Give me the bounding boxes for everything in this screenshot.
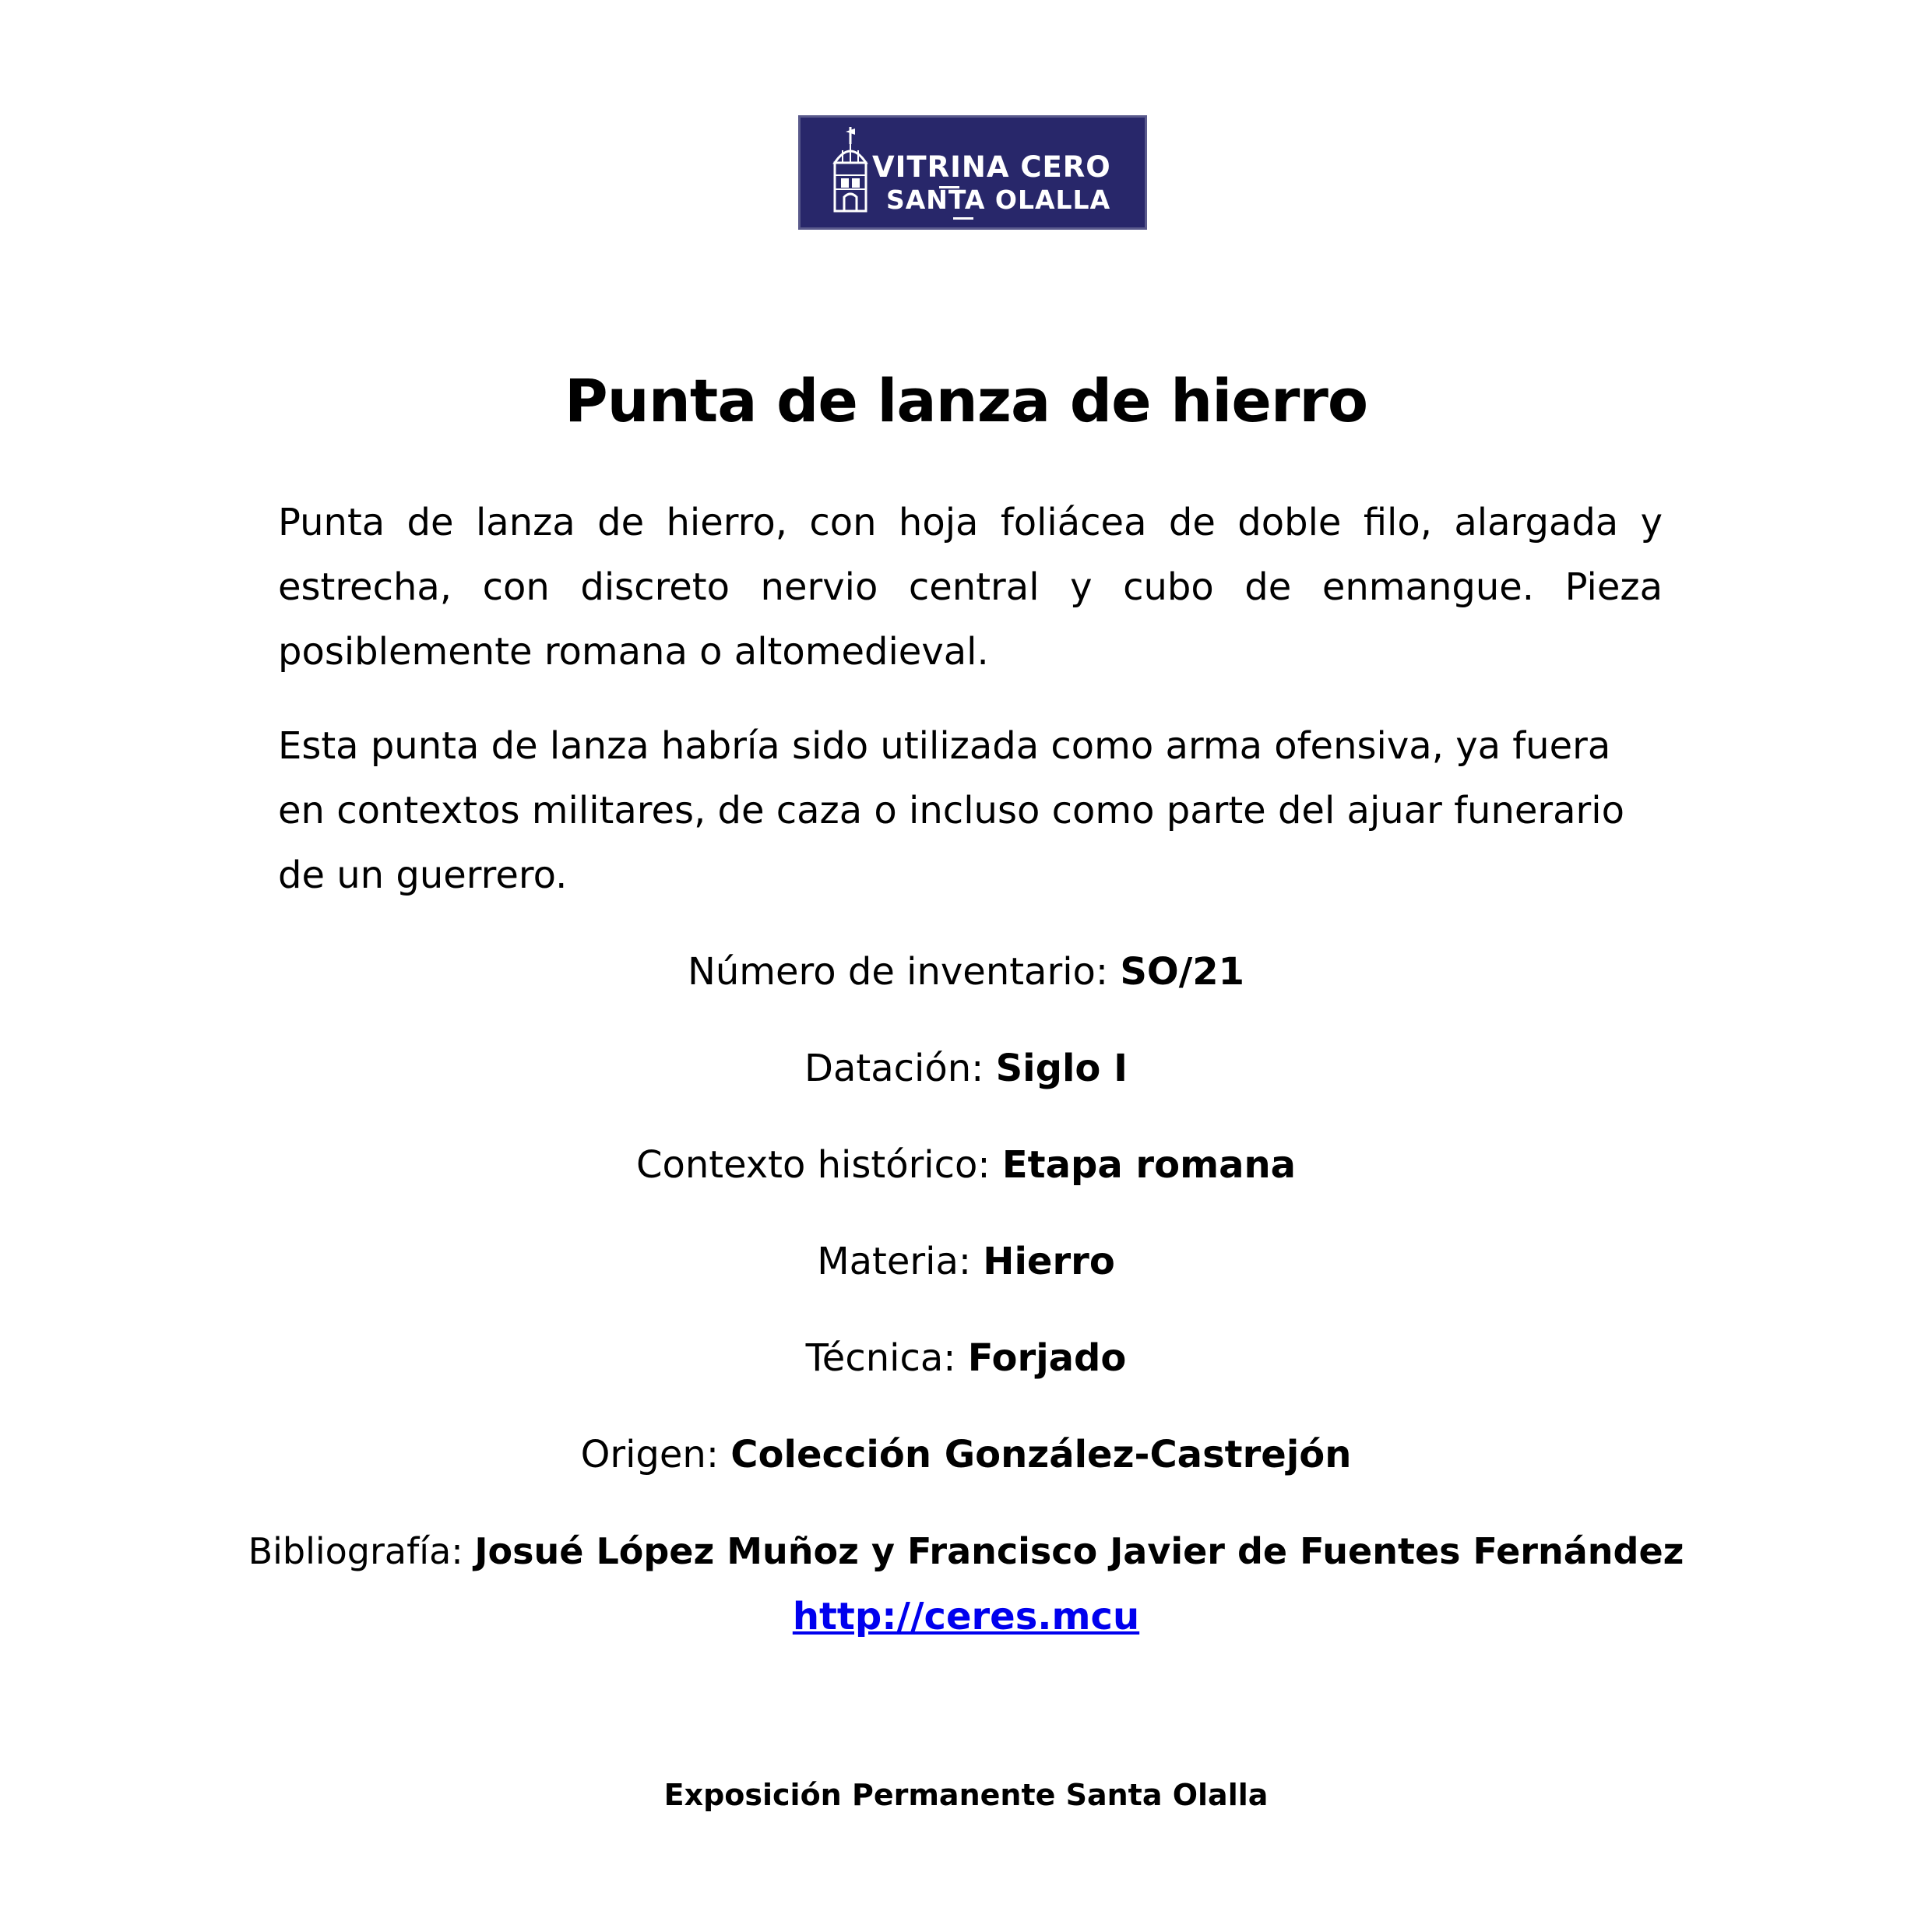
vitrina-cero-logo bbox=[798, 115, 1147, 230]
material-label: Materia: bbox=[817, 1240, 984, 1283]
dating-value: Siglo I bbox=[995, 1047, 1128, 1090]
logo-line-1: VITRINA CERO bbox=[872, 150, 1111, 184]
ceres-link[interactable]: http://ceres.mcu bbox=[792, 1595, 1140, 1638]
inventory-value: SO/21 bbox=[1120, 950, 1245, 994]
inventory-row bbox=[0, 947, 1932, 997]
context-value: Etapa romana bbox=[1001, 1143, 1297, 1187]
description-paragraph-1: Punta de lanza de hierro, con hoja foliácea de doble filo, alargada y estrecha, con discreto nervio central y cubo de enmangue. Pieza posiblemente romana o altomedieval. bbox=[278, 501, 1663, 674]
technique-value: Forjado bbox=[967, 1336, 1127, 1380]
context-row bbox=[0, 1140, 1932, 1190]
logo-underline-2 bbox=[953, 217, 973, 220]
material-value: Hierro bbox=[983, 1240, 1115, 1283]
link-row bbox=[0, 1592, 1932, 1642]
footer-text: Exposición Permanente Santa Olalla bbox=[663, 1778, 1269, 1812]
technique-label: Técnica: bbox=[805, 1336, 968, 1380]
dating-row bbox=[0, 1043, 1932, 1093]
bibliography-row bbox=[0, 1526, 1932, 1576]
context-label: Contexto histórico: bbox=[635, 1143, 1002, 1187]
technique-row bbox=[0, 1333, 1932, 1383]
logo-line-2: SANTA OLALLA bbox=[886, 185, 1111, 215]
material-row bbox=[0, 1237, 1932, 1286]
origin-label: Origen: bbox=[580, 1433, 731, 1476]
description-paragraph-2: Esta punta de lanza habría sido utilizada como arma ofensiva, ya fuera en contextos militares, de caza o incluso como parte del ajuar funerario de un guerrero. bbox=[278, 724, 1624, 897]
dating-label: Datación: bbox=[804, 1047, 996, 1090]
inventory-label: Número de inventario: bbox=[687, 950, 1121, 994]
origin-value: Colección González-Castrejón bbox=[730, 1433, 1352, 1476]
page-title: Punta de lanza de hierro bbox=[564, 366, 1368, 435]
bibliography-label: Bibliografía: bbox=[248, 1530, 475, 1572]
bibliography-value: Josué López Muñoz y Francisco Javier de Fuentes Fernández bbox=[474, 1530, 1684, 1572]
origin-row bbox=[0, 1430, 1932, 1480]
